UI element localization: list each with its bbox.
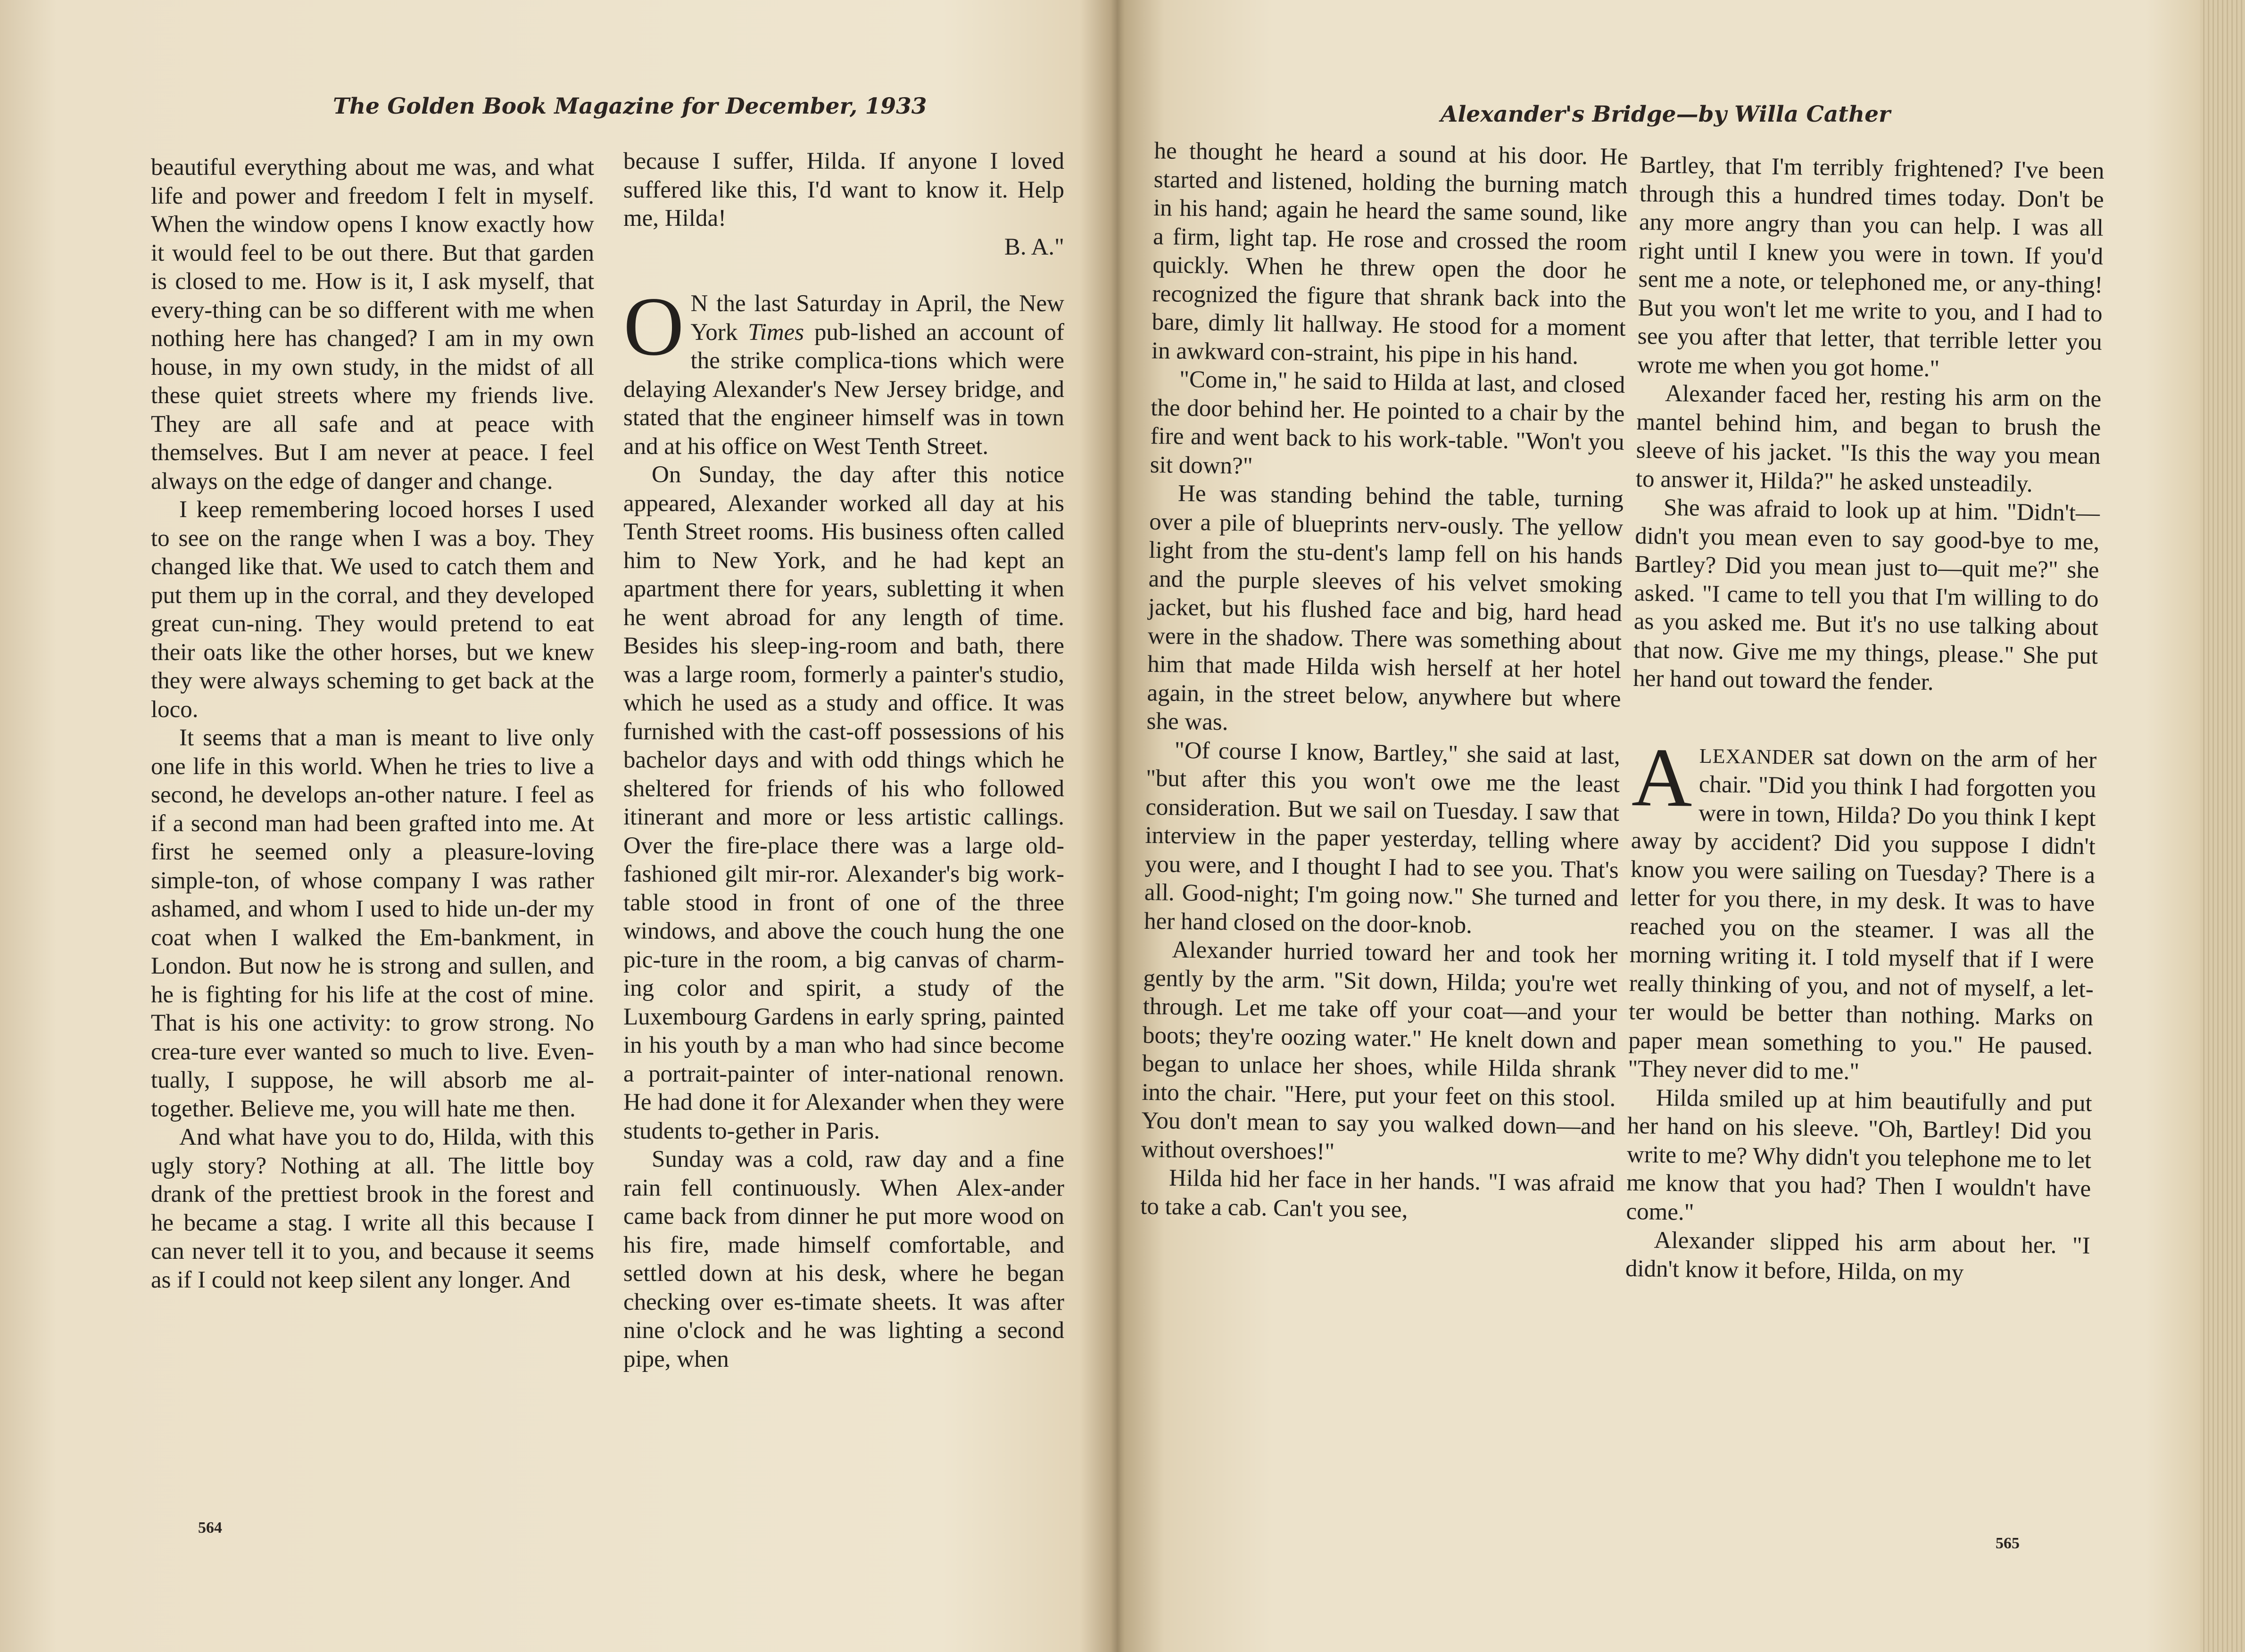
- right-column-2: [1625, 151, 2104, 1289]
- paragraph: "Of course I know, Bartley," she said at last, "but after this you won't owe me the least consideration. But we sail on Tuesday. I saw that interview in the paper yesterday, telling where you were, and I thought I had to see you. That's all. Good-night; I'm going now." She turned and her hand closed on the door-knob.: [1143, 737, 1621, 939]
- opening-text-cont: pub-lished an account of the strike complica-tions which were delaying Alexander's New Jersey bridge, and stated that the engineer himself was in town and at his office on West Tenth Street.: [623, 319, 1065, 460]
- left-column-2: [623, 147, 1064, 1373]
- paragraph: beautiful everything about me was, and what life and power and freedom I felt in myself. When the window opens I know exactly how it would feel to be out there. But that garden is closed to me. How is it, I ask myself, that every-thing can be so different with me when nothing here has changed? I am in my own house, in my own study, in the midst of all these quiet streets where my friends live. They are all safe and at peace with themselves. But I am never at peace. I feel always on the edge of danger and change.: [151, 154, 594, 495]
- paragraph: Bartley, that I'm terribly frightened? I've been through this a hundred times today. Don't be any more angry than you can help. I was all right until I knew you were in town. If you'd sent me a note, or telephoned me, or any-thing! But you won't let me write to you, and I had to see you after that letter, that terrible letter you wrote me when you got home.": [1637, 151, 2104, 382]
- paragraph: She was afraid to look up at him. "Didn't—didn't you mean even to say good-bye to me, Bartley? Did you mean just to—quit me?" she asked. "I came to tell you that I'm willing to do as you asked me. But it's no use talking about that now. Give me my things, please." She put her hand out toward the fender.: [1632, 494, 2100, 696]
- paragraph: It seems that a man is meant to live only one life in this world. When he tries to live a second, he develops an-other nature. I feel as if a second man had been grafted into me. At first he seemed only a pleasure-loving simple-ton, of whose company I was rather ashamed, and whom I used to hide un-der my coat when I walked the Em-bankment, in London. But now he is strong and sullen, and he is fighting for his life at the cost of mine. That is his one activity: to grow strong. No crea-ture ever wanted so much to live. Even-tually, I suppose, he will absorb me al-together. Believe me, you will hate me then.: [151, 725, 594, 1122]
- paragraph: Alexander slipped his arm about her. "I didn't know it before, Hilda, on my: [1625, 1227, 2091, 1286]
- section-opening: [623, 280, 1065, 461]
- italic-title: Times: [748, 319, 804, 346]
- paragraph: Alexander faced her, resting his arm on the mantel behind him, and began to brush the sleeve of his jacket. "Is this the way you mean to answer it, Hilda?" he asked unsteadily.: [1635, 380, 2102, 497]
- paragraph: because I suffer, Hilda. If anyone I loved suffered like this, I'd want to know it. Help me, Hilda!: [623, 148, 1064, 231]
- drop-cap: O: [623, 280, 684, 373]
- paragraph: I keep remembering locoed horses I used to see on the range when I was a boy. They changed like that. We used to catch them and put them up in the corral, and they developed great cun-ning. They would pretend to eat their oats like the other horses, but we knew they were always scheming to get back at the loco.: [151, 496, 594, 723]
- left-column-1: [151, 153, 594, 1294]
- paragraph: Hilda smiled up at him beautifully and put her hand on his sleeve. "Oh, Bartley! Did you write to me? Why didn't you telephone me to let me know that you had? Then I wouldn't have come.": [1626, 1084, 2093, 1226]
- paragraph: Sunday was a cold, raw day and a fine rain fell continuously. When Alex-ander came back from dinner he put more wood on his fire, made himself comfortable, and settled down at his desk, where he began checking over es-timate sheets. It was after nine o'clock and he was lighting a second pipe, when: [623, 1146, 1064, 1372]
- small-caps-word: LEXANDER: [1699, 744, 1815, 769]
- paragraph: Hilda hid her face in her hands. "I was afraid to take a cab. Can't you see,: [1140, 1165, 1615, 1223]
- paragraph: he thought he heard a sound at his door. He started and listened, holding the burning match in his hand; again he heard the same sound, like a firm, light tap. He rose and crossed the room quickly. When he threw open the door he recognized the figure that shrank back into the bare, dimly lit hallway. He stood for a moment in awkward con-straint, his pipe in his hand.: [1151, 137, 1628, 370]
- paragraph: Alexander hurried toward her and took her gently by the arm. "Sit down, Hilda; you're wet through. Let me take off your coat—and your boots; they're oozing water." He knelt down and began to unlace her shoes, while Hilda shrank into the chair. "Here, put your feet on this stool. You don't mean to say you walked down—and without overshoes!": [1141, 936, 1618, 1165]
- signature: B. A.": [1004, 233, 1064, 260]
- page-edges: [2200, 0, 2245, 1652]
- paragraph: He was standing behind the table, turning over a pile of blueprints nerv-ously. The yellow light from the stu-dent's lamp fell on his hands and the purple sleeves of his velvet smoking jacket, but his flushed face and big, hard head were in the shadow. There was something about him that made Hilda wish herself at her hotel again, in the street below, anywhere but where she was.: [1146, 480, 1624, 736]
- opening-text: sat down on the arm of her chair. "Did you think I had forgotten you were in town, Hilda? Do you think I kept away by accident? Did you suppose I didn't know you were sailing on Tuesday? There is a letter for you there, in my desk. It was to have reached you on the steamer. I was all the morning writing it. I told myself that if I were really thinking of you, and not of myself, a let-ter would be better than nothing. Marks on paper mean something to you." He paused. "They never did to me.": [1628, 743, 2097, 1085]
- drop-cap: A: [1631, 730, 1693, 825]
- right-running-head: Alexander's Bridge—by Willa Cather: [1441, 101, 1890, 127]
- left-page-number: 564: [198, 1519, 222, 1536]
- section-opening: [1628, 730, 2097, 1089]
- paragraph: On Sunday, the day after this notice appeared, Alexander worked all day at his Tenth Street rooms. His business often called him to New York, and he had kept an apartment there for years, subletting it when he went abroad for any length of time. Besides his sleep-ing-room and bath, there was a large room, formerly a painter's studio, which he used as a study and office. It was furnished with the cast-off possessions of his bachelor days and with odd things which he sheltered for friends of his who followed itinerant and more or less artistic callings. Over the fire-place there was a large old-fashioned gilt mir-ror. Alexander's big work-table stood in front of one of the three windows, and above the couch hung the one pic-ture in the room, a big canvas of charm-ing color and spirit, a study of the Luxembourg Gardens in early spring, painted in his youth by a man who had since become a portrait-painter of inter-national renown. He had done it for Alexander when they were students to-gether in Paris.: [623, 462, 1064, 1144]
- right-page-number: 565: [1996, 1535, 2020, 1552]
- paragraph: "Come in," he said to Hilda at last, and closed the door behind her. He pointed to a chair by the fire and went back to his work-table. "Won't you sit down?": [1150, 366, 1625, 479]
- opening-text: N the last Saturday in April, the New York: [690, 290, 1064, 346]
- right-column-1: [1140, 137, 1628, 1227]
- left-running-head: The Golden Book Magazine for December, 1933: [333, 93, 927, 119]
- paragraph: And what have you to do, Hilda, with this ugly story? Nothing at all. The little boy drank of the prettiest brook in the forest and he became a stag. I write all this because I can never tell it to you, and because it seems as if I could not keep silent any longer. And: [151, 1124, 594, 1293]
